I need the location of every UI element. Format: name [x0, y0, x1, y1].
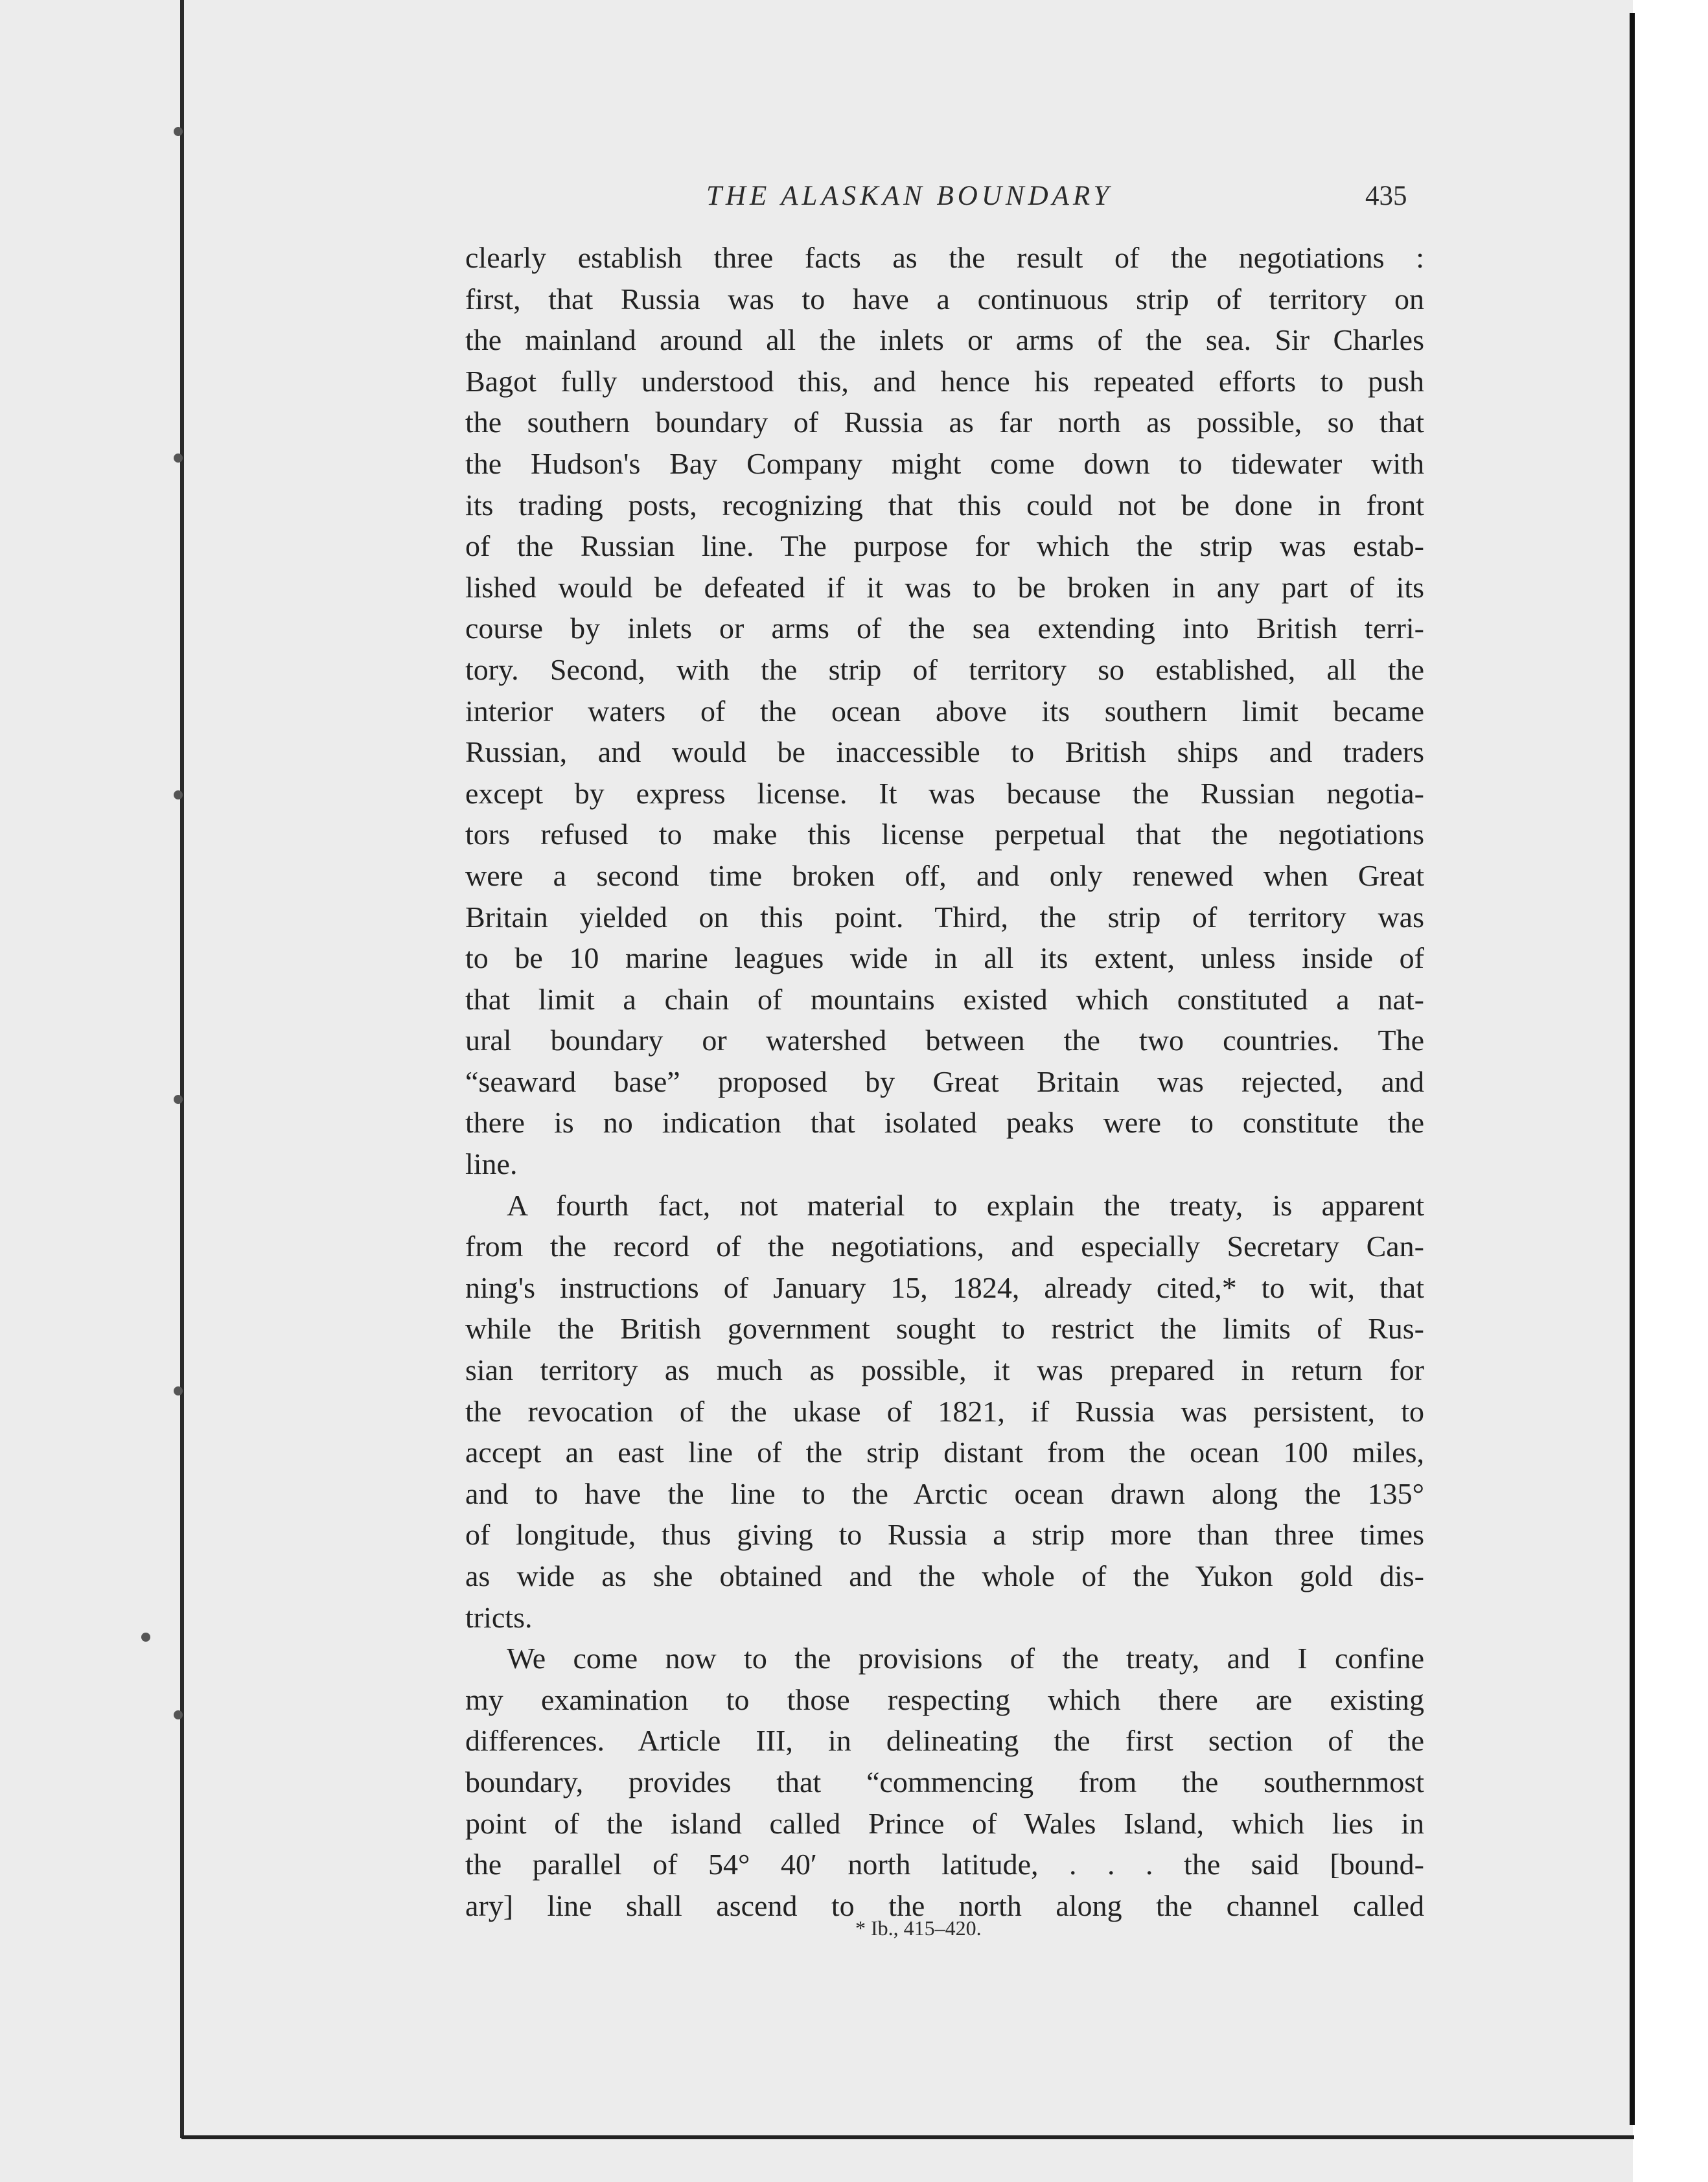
text-line: the southern boundary of Russia as far north as possible, so that	[465, 406, 1424, 439]
binding-mark	[141, 1633, 150, 1642]
text-line: to be 10 marine leagues wide in all its extent, unless inside of	[465, 941, 1424, 975]
footnote: * Ib., 415–420.	[855, 1916, 982, 1940]
text-line: except by express license. It was because the Russian negotia-	[465, 776, 1424, 810]
text-line: Britain yielded on this point. Third, the strip of territory was	[465, 900, 1424, 934]
text-line: my examination to those respecting which there are existing	[465, 1682, 1424, 1716]
text-line: of the Russian line. The purpose for which the strip was estab-	[465, 529, 1424, 563]
running-title: THE ALASKAN BOUNDARY	[706, 181, 1113, 211]
text-line: lished would be defeated if it was to be broken in any part of its	[465, 570, 1424, 604]
text-line: accept an east line of the strip distant from the ocean 100 miles,	[465, 1436, 1424, 1469]
binding-mark	[174, 790, 183, 799]
page-border-bottom	[181, 2135, 1634, 2139]
text-line: ary] line shall ascend to the north along the channel called	[465, 1889, 1424, 1922]
text-line: the revocation of the ukase of 1821, if Russia was persistent, to	[465, 1394, 1424, 1428]
binding-mark	[174, 454, 183, 463]
text-line: tors refused to make this license perpetual that the negotiations	[465, 818, 1424, 851]
book-spine-line	[180, 0, 184, 2138]
text-line: ning's instructions of January 15, 1824, already cited,* to wit, that	[465, 1270, 1424, 1304]
text-line: clearly establish three facts as the result of the negotiations :	[465, 241, 1424, 274]
right-page-edge	[1633, 0, 1708, 2182]
binding-mark	[174, 127, 183, 136]
text-line: boundary, provides that “commencing from the southernmost	[465, 1765, 1424, 1798]
text-line: line.	[465, 1147, 518, 1181]
text-line: tricts.	[465, 1600, 533, 1634]
text-line: Russian, and would be inaccessible to British ships and traders	[465, 735, 1424, 769]
body-text	[465, 237, 1424, 1926]
text-line: its trading posts, recognizing that this could not be done in front	[465, 488, 1424, 522]
text-line: point of the island called Prince of Wales Island, which lies in	[465, 1806, 1424, 1840]
text-line: that limit a chain of mountains existed which constituted a nat-	[465, 982, 1424, 1016]
text-line: as wide as she obtained and the whole of the Yukon gold dis-	[465, 1559, 1424, 1592]
text-line: first, that Russia was to have a continuous strip of territory on	[465, 282, 1424, 316]
page-border-right	[1630, 13, 1635, 2125]
text-line: differences. Article III, in delineating the first section of the	[465, 1724, 1424, 1758]
text-line: interior waters of the ocean above its southern limit became	[465, 694, 1424, 728]
text-line: tory. Second, with the strip of territory so established, all the	[465, 652, 1424, 686]
text-line: were a second time broken off, and only renewed when Great	[465, 858, 1424, 892]
text-line: A fourth fact, not material to explain the treaty, is apparent	[507, 1188, 1424, 1222]
text-line: “seaward base” proposed by Great Britain was rejected, and	[465, 1064, 1424, 1098]
page-number: 435	[1365, 181, 1407, 211]
text-line: the mainland around all the inlets or arms of the sea. Sir Charles	[465, 323, 1424, 357]
text-line: We come now to the provisions of the treaty, and I confine	[507, 1642, 1424, 1675]
binding-mark	[174, 1710, 183, 1719]
text-line: Bagot fully understood this, and hence his repeated efforts to push	[465, 364, 1424, 398]
text-line: ural boundary or watershed between the two countries. The	[465, 1024, 1424, 1057]
text-line: of longitude, thus giving to Russia a strip more than three times	[465, 1518, 1424, 1552]
text-line: the Hudson's Bay Company might come down to tidewater with	[465, 446, 1424, 480]
text-line: there is no indication that isolated peaks were to constitute the	[465, 1106, 1424, 1140]
text-line: from the record of the negotiations, and especially Secretary Can-	[465, 1230, 1424, 1263]
binding-mark	[174, 1095, 183, 1104]
text-line: while the British government sought to restrict the limits of Rus-	[465, 1312, 1424, 1346]
text-line: the parallel of 54° 40′ north latitude, . . . the said [bound-	[465, 1848, 1424, 1881]
text-line: sian territory as much as possible, it was prepared in return for	[465, 1353, 1424, 1387]
text-line: course by inlets or arms of the sea extending into British terri-	[465, 612, 1424, 645]
text-line: and to have the line to the Arctic ocean drawn along the 135°	[465, 1476, 1424, 1510]
binding-mark	[174, 1386, 183, 1395]
